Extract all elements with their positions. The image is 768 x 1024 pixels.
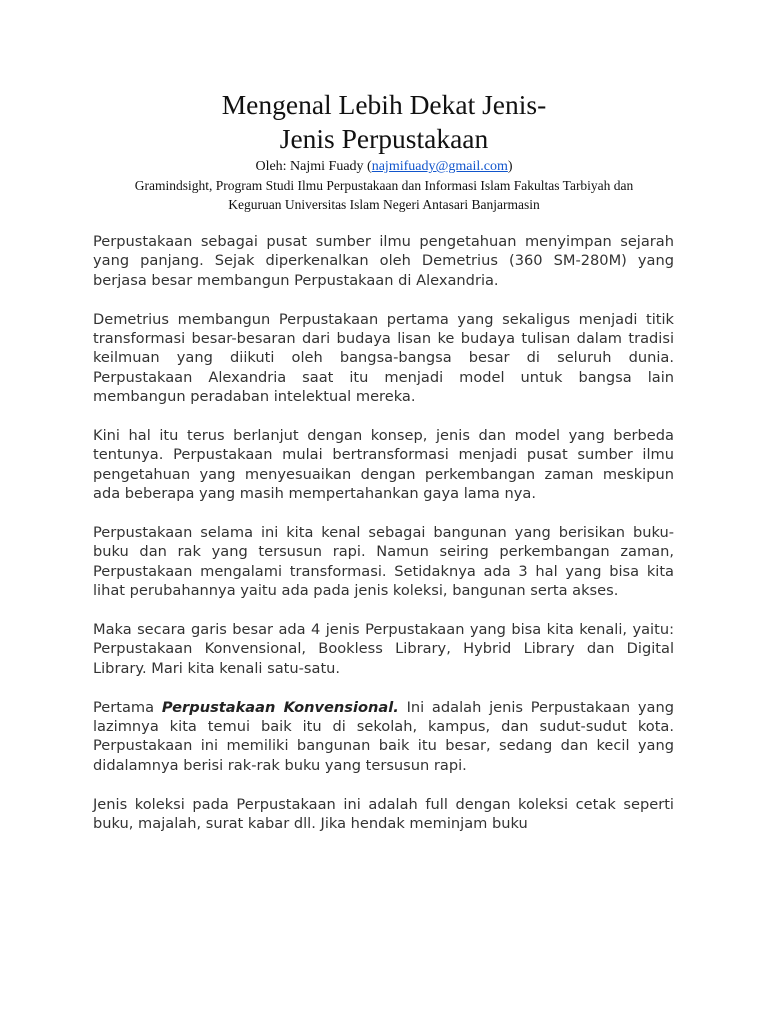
article-body [93,232,674,834]
author-suffix: ) [507,159,513,174]
paragraph-6-lead: Pertama [93,698,162,716]
title-line-2: Jenis Perpustakaan [279,123,489,154]
author-prefix: Oleh: Najmi Fuady ( [255,159,372,174]
title-line-1: Mengenal Lebih Dekat Jenis- [221,89,547,120]
paragraph-3: Kini hal itu terus berlanjut dengan konsep, jenis dan model yang berbeda tentunya. Perpustakaan mulai bertransformasi menjadi pusat sumber ilmu pengetahuan yang menyesuaikan dengan perkembangan zaman meskipun ada beberapa yang masih mempertahankan gaya lama nya. [93,427,674,503]
paragraph-6 [93,698,674,776]
affiliation [90,177,678,214]
affiliation-line-2: Keguruan Universitas Islam Negeri Antasari Banjarmasin [228,196,540,212]
paragraph-4: Perpustakaan selama ini kita kenal sebagai bangunan yang berisikan buku-buku dan rak yang tersusun rapi. Namun seiring perkembangan zaman, Perpustakaan mengalami transformasi. Setidaknya ada 3 hal yang bisa kita lihat perubahannya yaitu ada pada jenis koleksi, bangunan serta akses. [93,524,674,600]
affiliation-line-1: Gramindsight, Program Studi Ilmu Perpustakaan dan Informasi Islam Fakultas Tarbiyah dan [134,178,634,193]
paragraph-2: Demetrius membangun Perpustakaan pertama yang sekaligus menjadi titik transformasi besar-besaran dari budaya lisan ke budaya tulisan dalam tradisi keilmuan yang diikuti oleh bangsa-bangsa besar di seluruh dunia. Perpustakaan Alexandria saat itu menjadi model untuk bangsa lain membangun peradaban intelektual mereka. [93,310,674,406]
document-title [0,88,768,156]
paragraph-7: Jenis koleksi pada Perpustakaan ini adalah full dengan koleksi cetak seperti buku, majalah, surat kabar dll. Jika hendak meminjam buku [93,795,674,833]
paragraph-6-rest: Ini adalah jenis Perpustakaan yang lazimnya kita temui baik itu di sekolah, kampus, dan sudut-sudut kota. Perpustakaan ini memiliki bangunan baik itu besar, sedang dan kecil yang didalamnya berisi rak-rak buku yang tersusun rapi. [93,698,674,774]
paragraph-5: Maka secara garis besar ada 4 jenis Perpustakaan yang bisa kita kenali, yaitu: Perpustakaan Konvensional, Bookless Library, Hybrid Library dan Digital Library. Mari kita kenali satu-satu. [93,621,674,677]
paragraph-1: Perpustakaan sebagai pusat sumber ilmu pengetahuan menyimpan sejarah yang panjang. Sejak diperkenalkan oleh Demetrius (360 SM-280M) yang berjasa besar membangun Perpustakaan di Alexandria. [93,233,674,289]
author-line [0,158,768,176]
term-perpustakaan-konvensional: Perpustakaan Konvensional. [161,698,399,716]
author-email-link[interactable]: najmifuady@gmail.com [371,159,508,174]
